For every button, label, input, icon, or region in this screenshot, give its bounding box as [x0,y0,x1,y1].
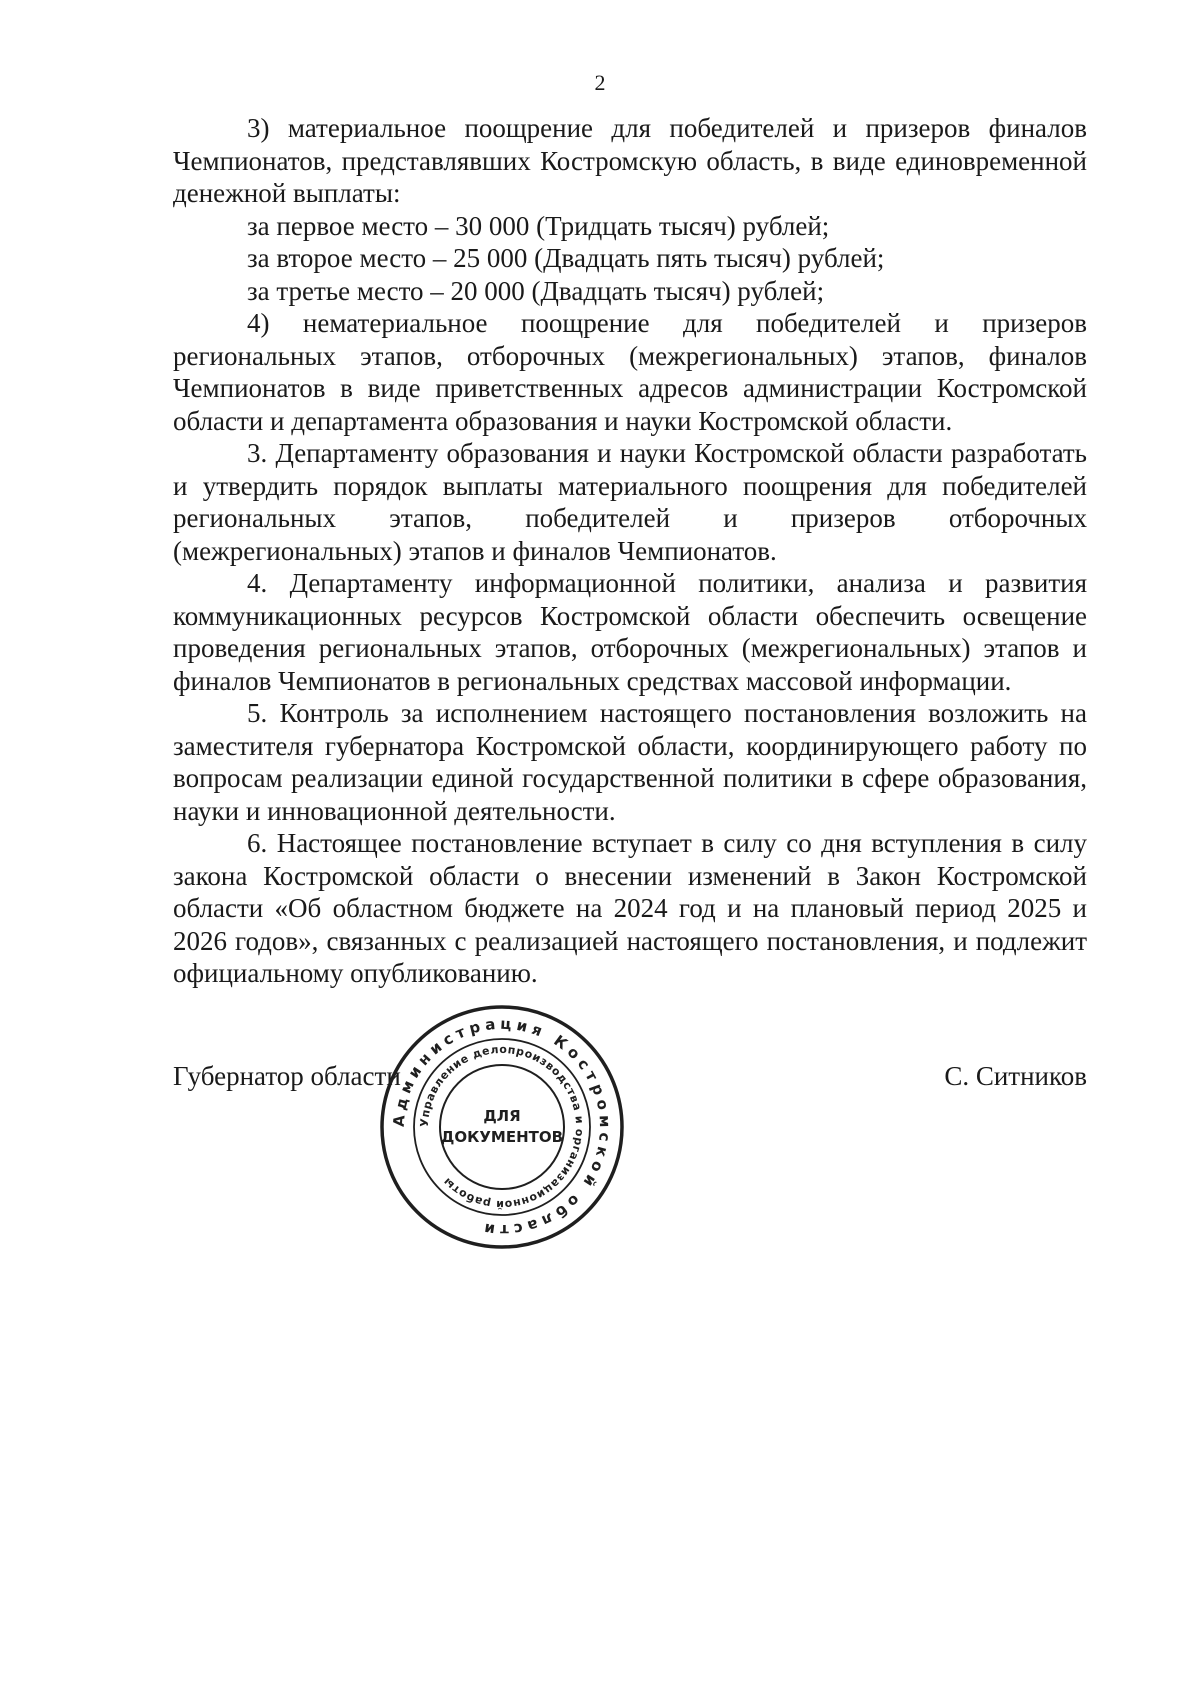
paragraph-item-3: 3. Департаменту образования и науки Костромской области разработать и утвердить порядок выплаты материального поощрения для победителей региональных этапов, победителей и призеров отборочных (межрегиональных) этапов и финалов Чемпионатов. [173,438,1087,566]
stamp-inner-ring-text: Управление делопроизводства и организационной работы [417,1042,587,1212]
paragraph-nonmaterial-reward: 4) нематериальное поощрение для победителей и призеров региональных этапов, отборочных (межрегиональных) этапов, финалов Чемпионатов в виде приветственных адресов администрации Костромской области и департамента образования и науки Костромской области. [173,308,1087,436]
signer-position: Губернатор области [173,1061,401,1091]
paragraph-item-4: 4. Департаменту информационной политики, анализа и развития коммуникационных ресурсов Костромской области обеспечить освещение проведения региональных этапов, отборочных (межрегиональных) этапов и финалов Чемпионатов в региональных средствах массовой информации. [173,568,1087,696]
paragraph-material-reward-intro: 3) материальное поощрение для победителей и призеров финалов Чемпионатов, представлявших Костромскую область, в виде единовременной денежной выплаты: [173,113,1087,208]
stamp-center-line-2: ДОКУМЕНТОВ [440,1128,564,1146]
signer-name: С. Ситников [944,1061,1087,1091]
svg-text:Управление делопроизводства и [418,1043,586,1211]
paragraph-item-5: 5. Контроль за исполнением настоящего постановления возложить на заместителя губернатора Костромской области, координирующего работу по вопросам реализации единой государственной политики в сфере образования, науки и инновационной деятельности. [173,698,1087,826]
paragraph-item-6: 6. Настоящее постановление вступает в силу со дня вступления в силу закона Костромской области о внесении изменений в Закон Костромской области «Об областном бюджете на 2024 год и на плановый период 2025 и 2026 годов», связанных с реализацией настоящего постановления, и подлежит официальному опубликованию. [173,828,1087,988]
paragraph-third-place: за третье место – 20 000 (Двадцать тысяч) рублей; [247,275,825,306]
page-number: 2 [594,70,606,95]
stamp-outer-ring-text: Администрация Костромской области [389,1014,615,1240]
stamp-center-line-1: ДЛЯ [483,1107,521,1125]
paragraph-second-place: за второе место – 25 000 (Двадцать пять тысяч) рублей; [247,243,885,273]
paragraph-first-place: за первое место – 30 000 (Тридцать тысяч) рублей; [247,210,830,241]
document-body [173,112,1087,990]
official-stamp [378,1003,626,1251]
